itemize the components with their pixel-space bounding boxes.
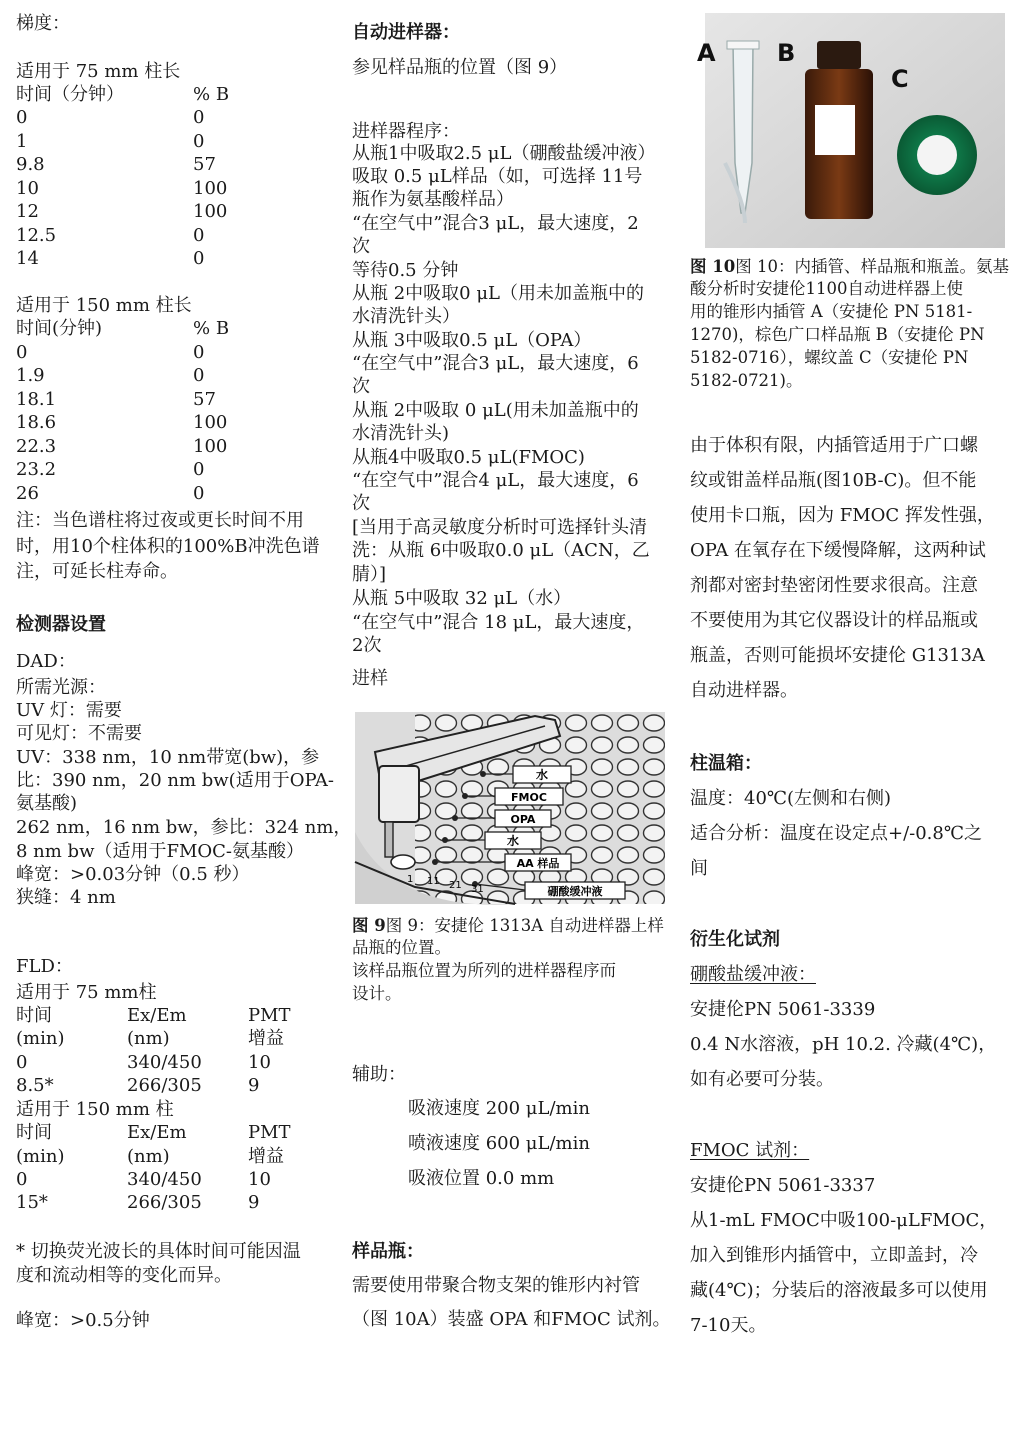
- table-header: Ex/Em: [127, 1122, 187, 1143]
- table-cell: 22.3: [16, 436, 57, 457]
- table-cell: 340/450: [127, 1052, 202, 1073]
- dad-line: 氨基酸): [16, 793, 78, 814]
- borate-heading: 硼酸盐缓冲液：: [690, 964, 816, 985]
- caption-line: 设计。: [352, 984, 402, 1003]
- program-line: 从瓶 3中吸取0.5 μL（OPA）: [352, 330, 592, 351]
- oven-line: 间: [690, 858, 708, 879]
- program-line: 次: [352, 236, 370, 257]
- table-header: (min): [16, 1146, 65, 1167]
- tray-number: 21: [449, 880, 462, 891]
- table-cell: 0: [16, 107, 28, 128]
- footnote-line: * 切换荧光波长的具体时间可能因温: [16, 1241, 301, 1262]
- table-cell: 1: [16, 131, 28, 152]
- program-line: 从瓶1中吸取2.5 μL（硼酸盐缓冲液）: [352, 143, 656, 164]
- table-cell: 10: [248, 1169, 271, 1190]
- program-line: 次: [352, 493, 370, 514]
- program-line: 从瓶4中吸取0.5 μL(FMOC): [352, 447, 585, 468]
- caption-line: 品瓶的位置。: [352, 938, 451, 957]
- table-cell: 18.1: [16, 389, 57, 410]
- program-line: [当用于高灵敏度分析时可选择针头清: [352, 517, 648, 538]
- table-cell: 100: [193, 436, 228, 457]
- aux-line: 吸液位置 0.0 mm: [408, 1168, 555, 1189]
- fmoc-line: 7-10天。: [690, 1315, 767, 1336]
- program-line: “在空气中”混合3 μL，最大速度，2: [352, 213, 639, 234]
- aux-line: 喷液速度 600 μL/min: [408, 1133, 590, 1154]
- table-header: 增益: [248, 1028, 284, 1049]
- table75-title: 适用于 75 mm 柱长: [16, 61, 181, 82]
- vial-line: （图 10A）装盛 OPA 和FMOC 试剂。: [352, 1309, 671, 1330]
- program-line: 从瓶 2中吸取0 μL（用未加盖瓶中的: [352, 283, 644, 304]
- table-cell: 0: [193, 342, 205, 363]
- aux-line: 吸液速度 200 μL/min: [408, 1098, 590, 1119]
- caption-line: 5182-0716），螺纹盖 C（安捷伦 PN: [690, 348, 969, 367]
- table-cell: 100: [193, 412, 228, 433]
- see-vial-position: 参见样品瓶的位置（图 9）: [352, 57, 568, 78]
- table-header: 时间: [16, 1005, 52, 1026]
- table-header: % B: [193, 84, 230, 105]
- aux-heading: 辅助：: [352, 1064, 406, 1085]
- vial-line: 需要使用带聚合物支架的锥形内衬管: [352, 1275, 640, 1296]
- table-cell: 1.9: [16, 365, 45, 386]
- tray-diagram: [355, 712, 665, 904]
- caption-line: 酸分析时安捷伦1100自动进样器上使: [690, 279, 963, 298]
- table-cell: 15*: [16, 1192, 48, 1213]
- caption-line: 5182-0721)。: [690, 371, 803, 390]
- program-line: 2次: [352, 635, 382, 656]
- table-cell: 10: [16, 178, 39, 199]
- paragraph-line: 使用卡口瓶，因为 FMOC 挥发性强，: [690, 505, 995, 526]
- paragraph-line: 纹或钳盖样品瓶(图10B-C)。但不能: [690, 470, 977, 491]
- autosampler-heading: 自动进样器：: [352, 22, 460, 43]
- program-line: 从瓶 2中吸取 0 μL(用未加盖瓶中的: [352, 400, 639, 421]
- fmoc-line: 藏(4℃)；分装后的溶液最多可以使用: [690, 1280, 988, 1301]
- dad-line: DAD：: [16, 651, 76, 672]
- program-line: “在空气中”混合 18 μL，最大速度，: [352, 612, 645, 633]
- tray-number: 11: [427, 876, 440, 887]
- caption-line: 图 9图 9：安捷伦 1313A 自动进样器上样: [352, 916, 664, 935]
- table-cell: 9: [248, 1075, 260, 1096]
- dad-line: 比：390 nm，20 nm bw(适用于OPA-: [16, 770, 334, 791]
- table-cell: 26: [16, 483, 39, 504]
- table-cell: 8.5*: [16, 1075, 54, 1096]
- table-cell: 0: [16, 1169, 28, 1190]
- tray-label: 水: [535, 768, 549, 782]
- table-cell: 0: [193, 459, 205, 480]
- paragraph-line: 瓶盖，否则可能损坏安捷伦 G1313A: [690, 645, 985, 666]
- program-line: 水清洗针头）: [352, 306, 460, 327]
- fmoc-heading: FMOC 试剂：: [690, 1140, 810, 1161]
- borate-line: 0.4 N水溶液，pH 10.2. 冷藏(4℃)，: [690, 1034, 997, 1055]
- tray-number: 1: [407, 874, 414, 885]
- table-header: 增益: [248, 1146, 284, 1167]
- photo-label-a: A: [697, 39, 716, 67]
- fmoc-line: 安捷伦PN 5061-3337: [690, 1175, 876, 1196]
- oven-heading: 柱温箱：: [690, 753, 762, 774]
- peak-width: 峰宽：>0.5分钟: [16, 1310, 150, 1331]
- autosampler-tray-figure: [355, 712, 665, 904]
- paragraph-line: 由于体积有限，内插管适用于广口螺: [690, 435, 978, 456]
- tray-label: AA 样品: [516, 857, 560, 870]
- program-line: 次: [352, 376, 370, 397]
- table-header: (nm): [127, 1028, 170, 1049]
- dad-line: 所需光源：: [16, 677, 106, 698]
- gradient-heading: 梯度：: [16, 13, 70, 34]
- dad-line: UV：338 nm，10 nm带宽(bw)，参: [16, 747, 320, 768]
- fmoc-line: 从1-mL FMOC中吸100-μLFMOC，: [690, 1210, 998, 1231]
- table150-title: 适用于 150 mm 柱长: [16, 295, 192, 316]
- program-line: 等待0.5 分钟: [352, 260, 459, 281]
- table-cell: 9: [248, 1192, 260, 1213]
- borate-line: 如有必要可分装。: [690, 1069, 834, 1090]
- table-header: 时间(分钟): [16, 318, 103, 339]
- tray-number: 31: [471, 884, 484, 895]
- table-header: 时间: [16, 1122, 52, 1143]
- photo-label-b: B: [777, 39, 796, 67]
- dad-line: 可见灯：不需要: [16, 723, 142, 744]
- vial-photo: [697, 13, 1005, 248]
- dad-line: 狭缝：4 nm: [16, 887, 116, 908]
- table-cell: 0: [193, 248, 205, 269]
- oven-line: 适合分析：温度在设定点+/-0.8℃之: [690, 823, 982, 844]
- detector-heading: 检测器设置: [16, 614, 106, 635]
- dad-line: 8 nm bw（适用于FMOC-氨基酸）: [16, 841, 305, 862]
- dad-line: 262 nm，16 nm bw，参比：324 nm，: [16, 817, 352, 838]
- tray-label: 硼酸缓冲液: [547, 885, 603, 898]
- table-header: 时间（分钟）: [16, 84, 124, 105]
- table-cell: 0: [193, 131, 205, 152]
- caption-line: 图 10图 10：内插管、样品瓶和瓶盖。氨基: [690, 257, 1009, 276]
- borate-line: 安捷伦PN 5061-3339: [690, 999, 876, 1020]
- fld150-title: 适用于 150 mm 柱: [16, 1099, 174, 1120]
- vial-photo-drawing: [697, 13, 1005, 248]
- program-line: 进样器程序：: [352, 121, 460, 142]
- program-line: “在空气中”混合4 μL，最大速度，6: [352, 470, 639, 491]
- table-cell: 10: [248, 1052, 271, 1073]
- table-header: (nm): [127, 1146, 170, 1167]
- table-cell: 0: [193, 225, 205, 246]
- fld-heading: FLD：: [16, 956, 73, 977]
- tray-label: FMOC: [511, 791, 547, 804]
- tray-label: OPA: [510, 813, 536, 826]
- vial-neck: [817, 41, 861, 69]
- reagent-heading: 衍生化试剂: [690, 929, 780, 950]
- table-cell: 100: [193, 201, 228, 222]
- table-cell: 340/450: [127, 1169, 202, 1190]
- paragraph-line: OPA 在氧存在下缓慢降解，这两种试: [690, 540, 986, 561]
- caption-line: 该样品瓶位置为所列的进样器程序而: [352, 961, 616, 980]
- program-line: 洗：从瓶 6中吸取0.0 μL（ACN，乙: [352, 540, 650, 561]
- table-cell: 12.5: [16, 225, 57, 246]
- fmoc-line: 加入到锥形内插管中，立即盖封，冷: [690, 1245, 978, 1266]
- table-cell: 0: [16, 1052, 28, 1073]
- fld75-title: 适用于 75 mm柱: [16, 982, 157, 1003]
- paragraph-line: 剂都对密封垫密闭性要求很高。注意: [690, 575, 978, 596]
- paragraph-line: 自动进样器。: [690, 680, 798, 701]
- table-cell: 18.6: [16, 412, 57, 433]
- dad-line: UV 灯：需要: [16, 700, 122, 721]
- program-line: 瓶作为氨基酸样品）: [352, 189, 514, 210]
- table-cell: 266/305: [127, 1192, 202, 1213]
- note-line: 注，可延长柱寿命。: [16, 561, 178, 582]
- program-line: 吸取 0.5 μL样品（如，可选择 11号: [352, 166, 643, 187]
- caption-line: 1270)，棕色广口样品瓶 B（安捷伦 PN: [690, 325, 985, 344]
- caption-line: 用的锥形内插管 A（安捷伦 PN 5181-: [690, 302, 973, 321]
- note-line: 注：当色谱柱将过夜或更长时间不用: [16, 510, 304, 531]
- table-cell: 23.2: [16, 459, 57, 480]
- table-cell: 57: [193, 389, 216, 410]
- table-header: PMT: [248, 1005, 291, 1026]
- paragraph-line: 不要使用为其它仪器设计的样品瓶或: [690, 610, 978, 631]
- photo-label-c: C: [891, 65, 909, 93]
- table-header: (min): [16, 1028, 65, 1049]
- program-line: 从瓶 5中吸取 32 μL（水）: [352, 588, 572, 609]
- table-cell: 0: [16, 342, 28, 363]
- table-cell: 0: [193, 107, 205, 128]
- program-line: 水清洗针头): [352, 423, 450, 444]
- oven-line: 温度：40℃(左侧和右侧): [690, 788, 892, 809]
- table-cell: 0: [193, 365, 205, 386]
- dad-line: 峰宽：>0.03分钟（0.5 秒）: [16, 864, 250, 885]
- table-header: % B: [193, 318, 230, 339]
- note-line: 时，用10个柱体积的100%B冲洗色谱: [16, 536, 320, 557]
- program-line: 进样: [352, 668, 388, 689]
- table-header: Ex/Em: [127, 1005, 187, 1026]
- vial-heading: 样品瓶：: [352, 1241, 424, 1262]
- program-line: 腈）]: [352, 564, 387, 585]
- table-cell: 9.8: [16, 154, 45, 175]
- table-cell: 100: [193, 178, 228, 199]
- table-cell: 57: [193, 154, 216, 175]
- table-header: PMT: [248, 1122, 291, 1143]
- table-cell: 0: [193, 483, 205, 504]
- tray-label: 水: [506, 834, 520, 848]
- table-cell: 266/305: [127, 1075, 202, 1096]
- footnote-line: 度和流动相等的变化而异。: [16, 1265, 232, 1286]
- table-cell: 14: [16, 248, 39, 269]
- table-cell: 12: [16, 201, 39, 222]
- program-line: “在空气中”混合3 μL，最大速度，6: [352, 353, 639, 374]
